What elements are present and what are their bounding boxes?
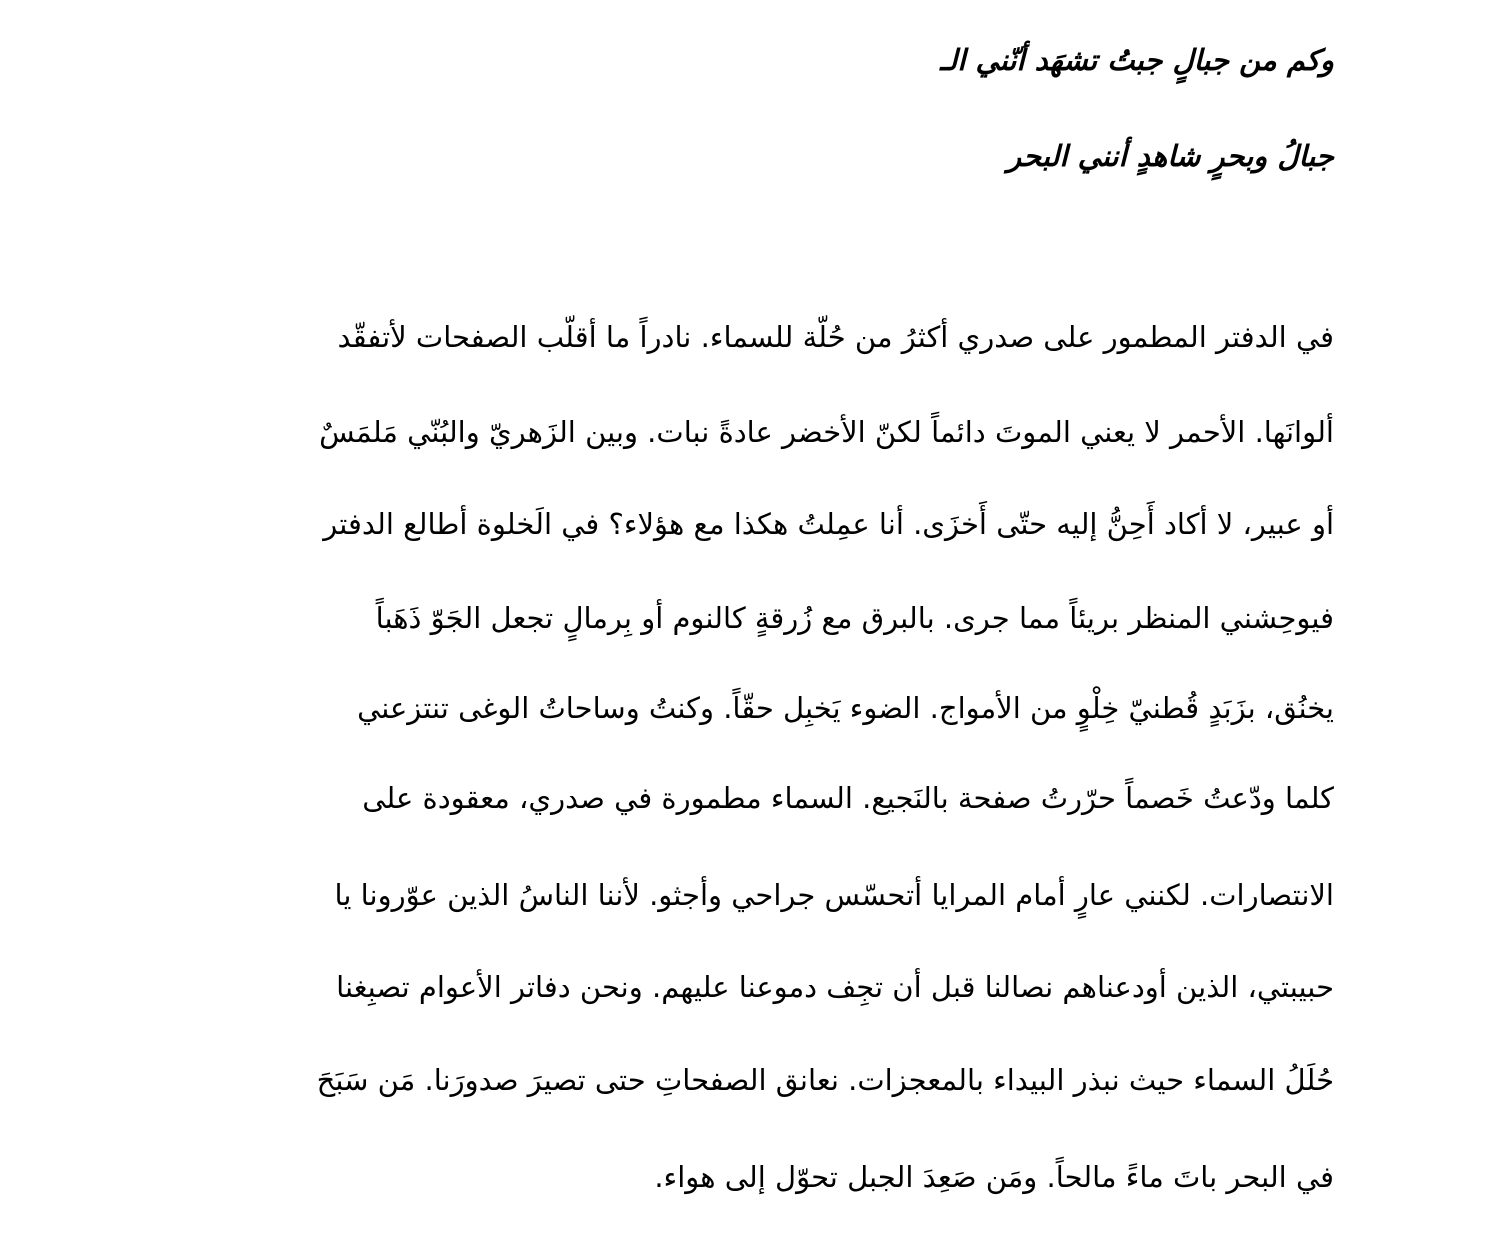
- prose-line-6: كلما ودّعتُ خَصماً حرّرتُ صفحة بالنَجيع. السماء مطمورة في صدري، معقودة على: [362, 781, 1334, 815]
- prose-line-10: في البحر باتَ ماءً مالحاً. ومَن صَعِدَ الجبل تحوّل إلى هواء.: [654, 1160, 1334, 1194]
- prose-line-8: حبيبتي، الذين أودعناهم نصالنا قبل أن تجِف دموعنا عليهم. ونحن دفاتر الأعوام تصبِغنا: [336, 970, 1334, 1004]
- prose-line-5: يخنُق، بزَبَدٍ قُطنيّ خِلْوٍ من الأمواج. الضوء يَخبِل حقّاً. وكنتُ وساحاتُ الوغى تنتزعني: [357, 691, 1334, 725]
- prose-line-1: في الدفتر المطمور على صدري أكثرُ من حُلّة للسماء. نادراً ما أقلّب الصفحات لأتفقّد: [337, 320, 1334, 354]
- poem-line-2: جبالُ وبحرٍ شاهدٍ أنني البحر: [1007, 139, 1334, 173]
- prose-line-4: فيوحِشني المنظر بريئاً مما جرى. بالبرق مع زُرقةٍ كالنوم أو بِرمالٍ تجعل الجَوّ ذَهَباً: [375, 601, 1334, 635]
- prose-line-9: حُلَلُ السماء حيث نبذر البيداء بالمعجزات. نعانق الصفحاتِ حتى تصيرَ صدورَنا. مَن سَبَحَ: [316, 1063, 1334, 1097]
- poem-line-1: وكم من جبالٍ جبتُ تشهَد أنّني الـ: [939, 43, 1334, 77]
- prose-line-3: أو عبير، لا أكاد أَحِنُّ إليه حتّى أَخزَى. أنا عمِلتُ هكذا مع هؤلاء؟ في الَخلوة أطالع الدفتر: [323, 507, 1334, 541]
- prose-line-7: الانتصارات. لكنني عارٍ أمام المرايا أتحسّس جراحي وأجثو. لأننا الناسُ الذين عوّرونا يا: [334, 878, 1334, 912]
- prose-line-2: ألوانَها. الأحمر لا يعني الموتَ دائماً لكنّ الأخضر عادةً نبات. وبين الزَهريّ والبُنّي مَلمَسٌ: [319, 415, 1334, 449]
